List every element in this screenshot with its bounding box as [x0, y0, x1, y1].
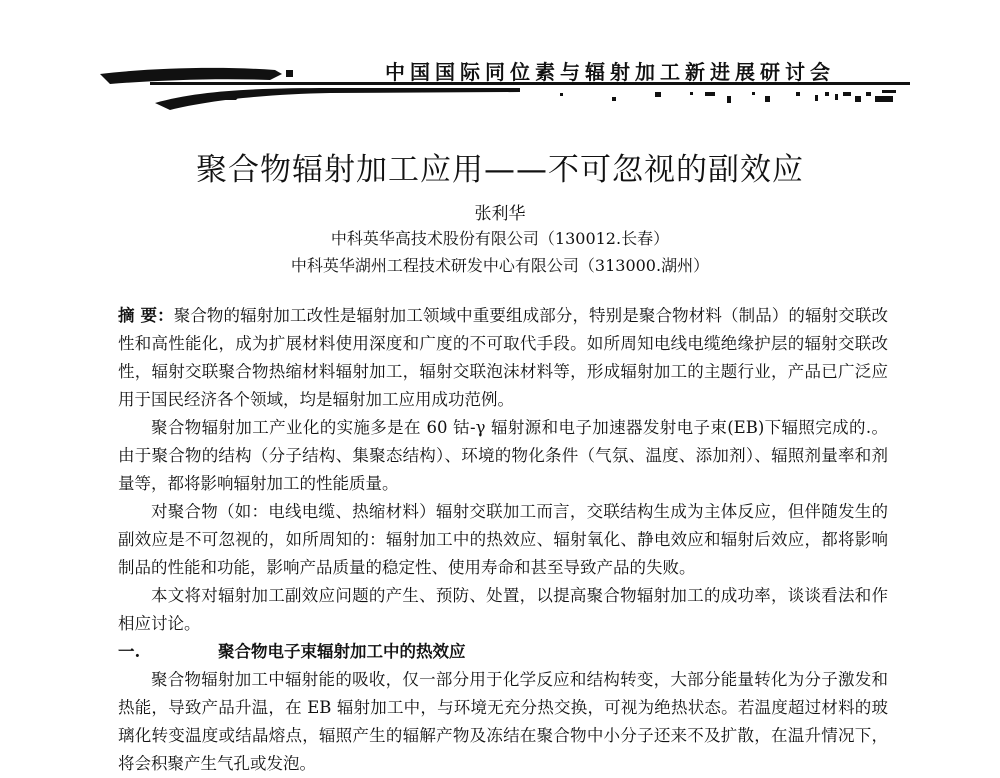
- banner-swoosh-upper: [100, 68, 282, 84]
- section-1-heading: [118, 638, 888, 666]
- abstract-paragraph: [118, 302, 888, 414]
- section-1-paragraph: 聚合物辐射加工中辐射能的吸收，仅一部分用于化学反应和结构转变，大部分能量转化为分子激发和热能，导致产品升温，在 EB 辐射加工中，与环境无充分热交换，可视为绝热状态。若温度超过材料的玻璃化转变温度或结晶熔点，辐照产生的辐解产物及冻结在聚合物中小分子还来不及扩散，在温升情况下，将会积聚产生气孔或发泡。: [118, 670, 888, 773]
- banner-dot: [286, 70, 293, 77]
- section-1-number: 一.: [118, 642, 141, 661]
- section-1-title: 聚合物电子束辐射加工中的热效应: [218, 642, 466, 661]
- paragraph-1: 聚合物辐射加工产业化的实施多是在 60 钴-γ 辐射源和电子加速器发射电子束(EB)下辐照完成的.。由于聚合物的结构（分子结构、集聚态结构）、环境的物化条件（气氛、温度、添加剂）、辐照剂量率和剂量等，都将影响辐射加工的性能质量。: [118, 418, 888, 493]
- conference-header-banner: [0, 0, 1000, 125]
- affiliation-2: 中科英华湖州工程技术研发中心有限公司（313000.湖州）: [290, 256, 710, 275]
- body-text: [118, 302, 888, 778]
- conference-title: 中国国际同位素与辐射加工新进展研讨会: [385, 60, 835, 84]
- author-name: 张利华: [474, 204, 526, 224]
- abstract-label: 摘 要：: [118, 306, 174, 325]
- affiliation-1: 中科英华高技术股份有限公司（130012.长春）: [330, 229, 670, 248]
- paper-title: 聚合物辐射加工应用——不可忽视的副效应: [196, 152, 804, 188]
- paragraph-3: 本文将对辐射加工副效应问题的产生、预防、处置，以提高聚合物辐射加工的成功率，谈谈看法和作相应讨论。: [118, 586, 888, 633]
- paragraph-2: 对聚合物（如：电线电缆、热缩材料）辐射交联加工而言，交联结构生成为主体反应，但伴随发生的副效应是不可忽视的，如所周知的：辐射加工中的热效应、辐射氧化、静电效应和辐射后效应，都将影响制品的性能和功能，影响产品质量的稳定性、使用寿命和甚至导致产品的失败。: [118, 502, 888, 577]
- abstract-text: 聚合物的辐射加工改性是辐射加工领域中重要组成部分，特别是聚合物材料（制品）的辐射交联改性和高性能化，成为扩展材料使用深度和广度的不可取代手段。如所周知电线电缆绝缘护层的辐射交联改性，辐射交联聚合物热缩材料辐射加工，辐射交联泡沫材料等，形成辐射加工的主题行业，产品已广泛应用于国民经济各个领域，均是辐射加工应用成功范例。: [118, 306, 888, 409]
